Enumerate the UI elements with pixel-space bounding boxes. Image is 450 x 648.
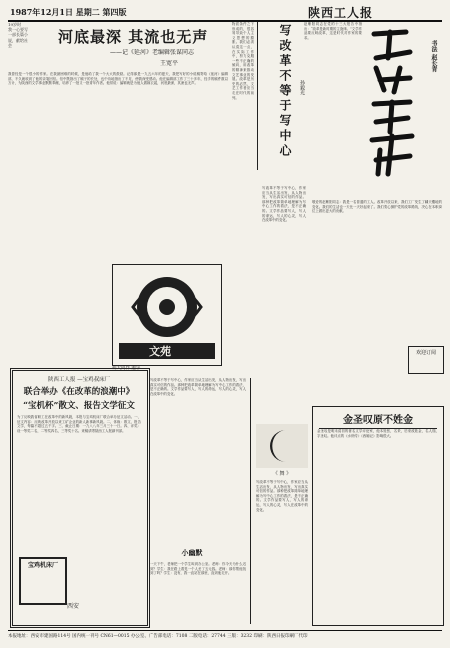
middle-right-body: 写改革不等于写中心，作家应当从生活出发，从人物出发，写出真实可信的作品。那种把改革简单地理解为写中心工作的看法，是不正确的。文学作品要写人，写人的命运，写人的心灵，写人在改革中的变化。	[256, 480, 308, 512]
calligraphy-side-label: 书法 赵长青	[430, 40, 437, 73]
ad-org: 陕西工人报 —宝鸡叔床厂	[47, 377, 111, 383]
ad-signature: 西安	[67, 603, 80, 610]
subscribe-stamp: 欢迎订阅	[408, 346, 444, 374]
middle-top-body: 物质条件之下形成的，很容易导致个人主义思想的膨胀。我们必须认清这一点，在实际工作中，努力克服一些不正确的倾向，用改革的精神来推动文艺事业的发展。改革是历史的必然，文艺工作者应当走在时代的前列。	[232, 22, 254, 100]
contest-ad-box	[10, 368, 150, 628]
column-rule	[257, 22, 258, 170]
wenyuan-illustration	[112, 264, 222, 366]
page-footer: 本报地址：西安市建国路114号 国内统一刊号 CN61—0015 办公室、广告部电话：7108 二版电话：27744 三版：3232 印刷：陕西日报印刷厂代印	[8, 630, 442, 643]
issue-date: 1987年12月1日 星期二 第四版	[10, 7, 127, 17]
left-byline: 王宽平	[160, 60, 179, 67]
ad-body: 为了反映我省职工在改革中的新风貌，本报与宝鸡机床厂联合举办征文活动。一、征文内容：反映改革开放以来工矿企业的新人新事新风貌。二、体裁：散文、报告文学，每篇不超过五千字。三、截止日期：一九八八年三月三十一日。四、评奖：设一等奖二名，二等奖四名，三等奖十名。来稿请寄陕西工人报副刊部。	[17, 415, 141, 433]
wenyuan-label: 文苑	[149, 345, 171, 358]
center-body: 写改革不等于写中心，作家应当从生活出发，从人物出发，写出真实可信的作品。那种把改革简单地理解为写中心工作的看法，是不正确的。文学作品要写人，写人的命运，写人的心灵，写人在改革中的变化。	[262, 186, 306, 223]
right-main-body: 敬爱的赵紫阳同志：我是一名普通的工人。改革开放以来，我们工厂发生了翻天覆地的变化。我们的生活也一天比一天好起来了。我们衷心拥护党的改革路线，决心在本职岗位上做出更大的贡献。	[312, 200, 442, 214]
ad-title-2: “宝机杯”散文、报告文学征文	[23, 401, 135, 411]
column-rule-2	[250, 378, 251, 624]
right-top-intro: 赵紫阳同志在党的十三大报告中指出：“改革是新时期的主旋律。”文学作品要反映改革，这是时代对作家的要求。	[304, 22, 362, 40]
calligraphy-art-icon	[366, 28, 420, 178]
column-headline: 写改革不等于写中心	[278, 24, 292, 159]
left-subtitle: ——记《延河》老编辑张谋同志	[110, 49, 195, 56]
column-author: 孙毅光	[299, 80, 305, 95]
poem-body: 一天下午，老师把一个学生叫到办公室。老师：你今天为什么迟到？学生：我在路上看见一个人丢了五元钱。老师：那你帮他找到了吗？学生：没有，我一直站在那里，直到他走开。	[150, 562, 246, 576]
right-box-body: 金圣叹是明末清初的著名文学评论家，他本姓张，名采，后来改姓金，名人瑞，字圣叹。他评点的《水浒传》《西厢记》影响很大。	[317, 429, 439, 438]
ad-title-1: 联合举办《在改革的浪潮中》	[23, 387, 135, 397]
left-headline: 河底最深 其流也无声	[58, 28, 209, 46]
moon-illustration	[256, 424, 308, 468]
right-article-box	[312, 406, 444, 626]
column-label: 19岁时 我一心要写 一部长篇小 说，献给社 会	[8, 22, 28, 48]
middle-body: 写改革不等于写中心，作家应当从生活出发，从人物出发，写出真实可信的作品。那种把改革简单地理解为写中心工作的看法，是不正确的。文学作品要写人，写人的命运，写人的心灵，写人在改革中的变化。	[150, 378, 246, 396]
right-box-title: 金圣叹原不姓金	[319, 411, 437, 429]
masthead: 陕西工人报	[308, 6, 374, 20]
moon-caption: 《 舞 》	[272, 471, 292, 477]
ad-seal: 宝鸡机床厂	[19, 557, 67, 605]
poem-title: 小幽默	[181, 548, 203, 557]
page-header	[8, 4, 442, 22]
wenyuan-caption: 胡大同作 题字	[112, 366, 141, 371]
left-article-body: 我曾经是一个很小的作家。在我最困难的时候，是他给了我一个大大的鼓励。记得那是一九五六年的夏天，我把写好的小说稿寄给《延河》编辑部，不久就收到了他的亲笔回信。信中既指出了稿子的长处，也中肯地指出了不足，使我深受感动。他在编辑部工作了三十多年，经手的稿件数以万计，为陕西的文学事业默默奉献，培养了一批又一批青年作者。他常说：编辑就是为他人做嫁衣裳，河底最深，其流也无声。	[8, 72, 228, 86]
calligraphy-title	[366, 28, 420, 178]
crescent-icon	[256, 424, 308, 468]
